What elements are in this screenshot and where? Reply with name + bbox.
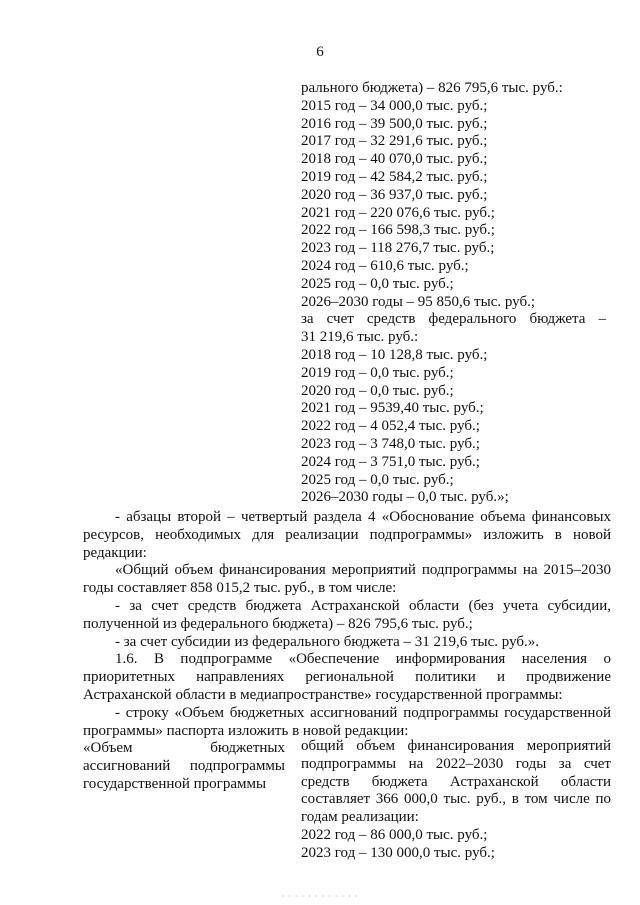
budget-breakdown-block (301, 80, 606, 507)
page-number: 6 (316, 44, 324, 60)
paragraph: - абзацы второй – четвертый раздела 4 «Обоснование объема финансовых ресурсов, необходимых для реализации подпрограммы» изложить в новой редакции: (83, 509, 611, 561)
paragraph: - за счет средств бюджета Астраханской области (без учета субсидии, полученной из федерального бюджета) – 826 795,6 тыс. руб.; (83, 597, 611, 632)
budget-line: 2021 год – 220 076,6 тыс. руб.; (301, 204, 495, 221)
federal-budget-total: 31 219,6 тыс. руб.: (301, 329, 419, 346)
paragraph: «Общий объем финансирования мероприятий подпрограммы на 2015–2030 годы составляет 858 015,2 тыс. руб., в том числе: (83, 562, 611, 597)
budget-line: 2016 год – 39 500,0 тыс. руб.; (301, 115, 488, 132)
budget-line: рального бюджета) – 826 795,6 тыс. руб.: (301, 80, 563, 96)
budget-line: 2018 год – 40 070,0 тыс. руб.; (301, 151, 488, 168)
paragraph: - строку «Объем бюджетных ассигнований подпрограммы государственной программы» паспорта изложить в новой редакции: (83, 704, 611, 739)
budget-line: 2023 год – 3 748,0 тыс. руб.; (301, 435, 480, 452)
budget-line: 2019 год – 0,0 тыс. руб.; (301, 364, 454, 381)
budget-line: 2021 год – 9539,40 тыс. руб.; (301, 400, 484, 417)
budget-line: 2025 год – 0,0 тыс. руб.; (301, 275, 454, 292)
budget-line: 2020 год – 36 937,0 тыс. руб.; (301, 186, 488, 203)
passport-row-value (301, 738, 611, 863)
budget-line: 2024 год – 3 751,0 тыс. руб.; (301, 453, 480, 470)
budget-line: 2026–2030 годы – 0,0 тыс. руб.»; (301, 489, 509, 506)
budget-line: 2019 год – 42 584,2 тыс. руб.; (301, 168, 488, 185)
budget-line: 2024 год – 610,6 тыс. руб.; (301, 257, 469, 274)
passport-year-line: 2023 год – 130 000,0 тыс. руб.; (301, 844, 495, 861)
paragraph: 1.6. В подпрограмме «Обеспечение информирования населения о приоритетных направлениях региональной политики и продвижение Астраханской области в медиапространстве» государственной программы: (83, 651, 611, 703)
paragraph: - за счет субсидии из федерального бюджета – 31 219,6 тыс. руб.». (115, 633, 540, 650)
passport-value-text: общий объем финансирования мероприятий подпрограммы на 2022–2030 годы за счет средств бюджета Астраханской области составляет 366 000,0 тыс. руб., в том числе по годам реализации: (301, 738, 611, 826)
federal-budget-heading: за счет средств федерального бюджета – (301, 311, 606, 328)
passport-table (83, 738, 611, 868)
scan-artifact: · · · · · · · · · · · · (281, 892, 359, 901)
budget-line: 2018 год – 10 128,8 тыс. руб.; (301, 346, 488, 363)
passport-year-line: 2022 год – 86 000,0 тыс. руб.; (301, 826, 488, 843)
budget-line: 2022 год – 166 598,3 тыс. руб.; (301, 222, 495, 239)
budget-line: 2017 год – 32 291,6 тыс. руб.; (301, 133, 488, 150)
amendment-text (83, 509, 611, 740)
budget-line: 2025 год – 0,0 тыс. руб.; (301, 471, 454, 488)
budget-line: 2015 год – 34 000,0 тыс. руб.; (301, 97, 488, 114)
budget-line: 2022 год – 4 052,4 тыс. руб.; (301, 418, 480, 435)
passport-row-label: «Объем бюджетных ассигнований подпрограммы государственной программы (83, 740, 285, 792)
budget-line: 2020 год – 0,0 тыс. руб.; (301, 382, 454, 399)
budget-line: 2026–2030 годы – 95 850,6 тыс. руб.; (301, 293, 536, 310)
budget-line: 2023 год – 118 276,7 тыс. руб.; (301, 240, 495, 257)
